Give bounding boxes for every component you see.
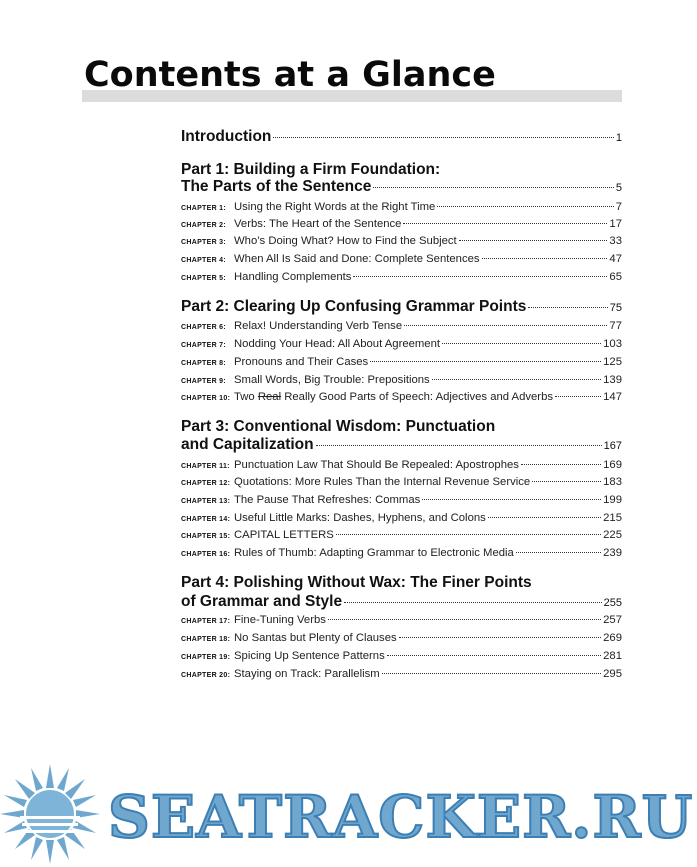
- chapter-title: Rules of Thumb: Adapting Grammar to Electronic Media: [234, 547, 514, 559]
- toc-page-number: 103: [603, 338, 622, 350]
- toc-page-number: 125: [603, 356, 622, 368]
- chapter-number: CHAPTER 2:: [181, 222, 227, 229]
- toc-chapter[interactable]: [181, 650, 622, 662]
- page-title: Contents at a Glance: [84, 55, 496, 95]
- watermark-text: SEATRACKER.RU: [108, 783, 694, 851]
- toc-chapter[interactable]: [181, 614, 622, 626]
- toc-chapter[interactable]: [181, 356, 622, 368]
- toc-chapter[interactable]: [181, 235, 622, 247]
- chapter-title: The Pause That Refreshes: Commas: [234, 494, 421, 506]
- chapter-number: CHAPTER 20:: [181, 672, 231, 679]
- chapter-title: When All Is Said and Done: Complete Sentences: [234, 253, 480, 265]
- toc-chapter[interactable]: [181, 476, 622, 488]
- chapter-title: Small Words, Big Trouble: Prepositions: [234, 374, 430, 386]
- toc-page-number: 139: [603, 374, 622, 386]
- chapter-number: CHAPTER 17:: [181, 618, 231, 625]
- toc-part-1[interactable]: [181, 178, 622, 196]
- chapter-number: CHAPTER 19:: [181, 654, 231, 661]
- toc-page-number: 7: [615, 201, 622, 213]
- chapter-number: CHAPTER 14:: [181, 516, 231, 523]
- chapter-number: CHAPTER 1:: [181, 205, 227, 212]
- toc-introduction[interactable]: [181, 128, 622, 146]
- chapter-number: CHAPTER 10:: [181, 395, 231, 402]
- chapter-title: Spicing Up Sentence Patterns: [234, 650, 385, 662]
- toc-page-number: 33: [609, 235, 622, 247]
- chapter-title: Pronouns and Their Cases: [234, 356, 369, 368]
- chapter-title: CAPITAL LETTERS: [234, 529, 334, 541]
- toc-entry-title: Introduction: [181, 128, 272, 145]
- chapter-number: CHAPTER 9:: [181, 378, 227, 385]
- toc-chapter[interactable]: [181, 494, 622, 506]
- toc-page-number: 199: [603, 494, 622, 506]
- chapter-number: CHAPTER 7:: [181, 342, 227, 349]
- toc-entry-title: Part 2: Clearing Up Confusing Grammar Points: [181, 298, 527, 315]
- toc-part-2[interactable]: [181, 298, 622, 316]
- toc-chapter[interactable]: [181, 271, 622, 283]
- toc-page-number: 225: [603, 529, 622, 541]
- toc-page-number: 255: [603, 597, 622, 609]
- toc-chapter[interactable]: [181, 374, 622, 386]
- chapter-title-pre: Two: [234, 391, 258, 403]
- toc-page-number: 77: [609, 320, 622, 332]
- toc-page-number: 281: [603, 650, 622, 662]
- toc-entry-title: The Parts of the Sentence: [181, 178, 372, 195]
- chapter-title: Using the Right Words at the Right Time: [234, 201, 436, 213]
- chapter-number: CHAPTER 16:: [181, 551, 231, 558]
- chapter-title: No Santas but Plenty of Clauses: [234, 632, 397, 644]
- toc-page-number: 215: [603, 512, 622, 524]
- toc-page-number: 147: [603, 391, 622, 403]
- toc-chapter[interactable]: [181, 632, 622, 644]
- chapter-title: Nodding Your Head: All About Agreement: [234, 338, 441, 350]
- toc-chapter[interactable]: [181, 459, 622, 471]
- chapter-title: Who’s Doing What? How to Find the Subject: [234, 235, 457, 247]
- chapter-title: Punctuation Law That Should Be Repealed: Apostrophes: [234, 459, 519, 471]
- chapter-number: CHAPTER 15:: [181, 533, 231, 540]
- chapter-number: CHAPTER 18:: [181, 636, 231, 643]
- chapter-title: Quotations: More Rules Than the Internal Revenue Service: [234, 476, 531, 488]
- toc-part-4[interactable]: [181, 593, 622, 611]
- toc-chapter[interactable]: [181, 338, 622, 350]
- toc-page-number: 75: [609, 302, 622, 314]
- toc-chapter[interactable]: [181, 529, 622, 541]
- toc-page-number: 169: [603, 459, 622, 471]
- toc-page-number: 183: [603, 476, 622, 488]
- toc-chapter[interactable]: [181, 512, 622, 524]
- toc-page-number: 47: [609, 253, 622, 265]
- chapter-title: Handling Complements: [234, 271, 352, 283]
- toc-chapter[interactable]: [181, 668, 622, 680]
- toc-entry-title: of Grammar and Style: [181, 593, 343, 610]
- chapter-title: Staying on Track: Parallelism: [234, 668, 380, 680]
- chapter-title: Relax! Understanding Verb Tense: [234, 320, 403, 332]
- chapter-number: CHAPTER 13:: [181, 498, 231, 505]
- toc-page-number: 295: [603, 668, 622, 680]
- toc-page-number: 257: [603, 614, 622, 626]
- toc-entry-title: and Capitalization: [181, 436, 314, 453]
- chapter-title: Useful Little Marks: Dashes, Hyphens, and Colons: [234, 512, 486, 524]
- toc-page-number: 269: [603, 632, 622, 644]
- toc-page-number: 1: [615, 132, 622, 144]
- toc-chapter[interactable]: [181, 547, 622, 559]
- chapter-number: CHAPTER 3:: [181, 239, 227, 246]
- toc-page-number: 167: [603, 440, 622, 452]
- chapter-number: CHAPTER 4:: [181, 257, 227, 264]
- chapter-number: CHAPTER 11:: [181, 463, 230, 470]
- chapter-number: CHAPTER 6:: [181, 324, 227, 331]
- toc-chapter[interactable]: [181, 391, 622, 403]
- chapter-title: Fine-Tuning Verbs: [234, 614, 326, 626]
- toc-chapter[interactable]: [181, 320, 622, 332]
- toc-chapter[interactable]: [181, 201, 622, 213]
- toc-chapter[interactable]: [181, 218, 622, 230]
- chapter-number: CHAPTER 12:: [181, 480, 231, 487]
- chapter-number: CHAPTER 5:: [181, 275, 227, 282]
- part-heading-line1: Part 1: Building a Firm Foundation:: [181, 161, 441, 178]
- part-heading-line1: Part 4: Polishing Without Wax: The Finer Points: [181, 574, 532, 591]
- part-heading-line1: Part 3: Conventional Wisdom: Punctuation: [181, 418, 496, 435]
- toc-page-number: 5: [615, 182, 622, 194]
- toc-page-number: 17: [609, 218, 622, 230]
- chapter-title-struck: Real: [257, 391, 282, 403]
- toc-part-3[interactable]: [181, 436, 622, 454]
- chapter-title-post: Really Good Parts of Speech: Adjectives and Adverbs: [281, 391, 554, 403]
- chapter-number: CHAPTER 8:: [181, 360, 227, 367]
- toc-page-number: 65: [609, 271, 622, 283]
- toc-chapter[interactable]: [181, 253, 622, 265]
- chapter-title: Verbs: The Heart of the Sentence: [234, 218, 402, 230]
- toc-page-number: 239: [603, 547, 622, 559]
